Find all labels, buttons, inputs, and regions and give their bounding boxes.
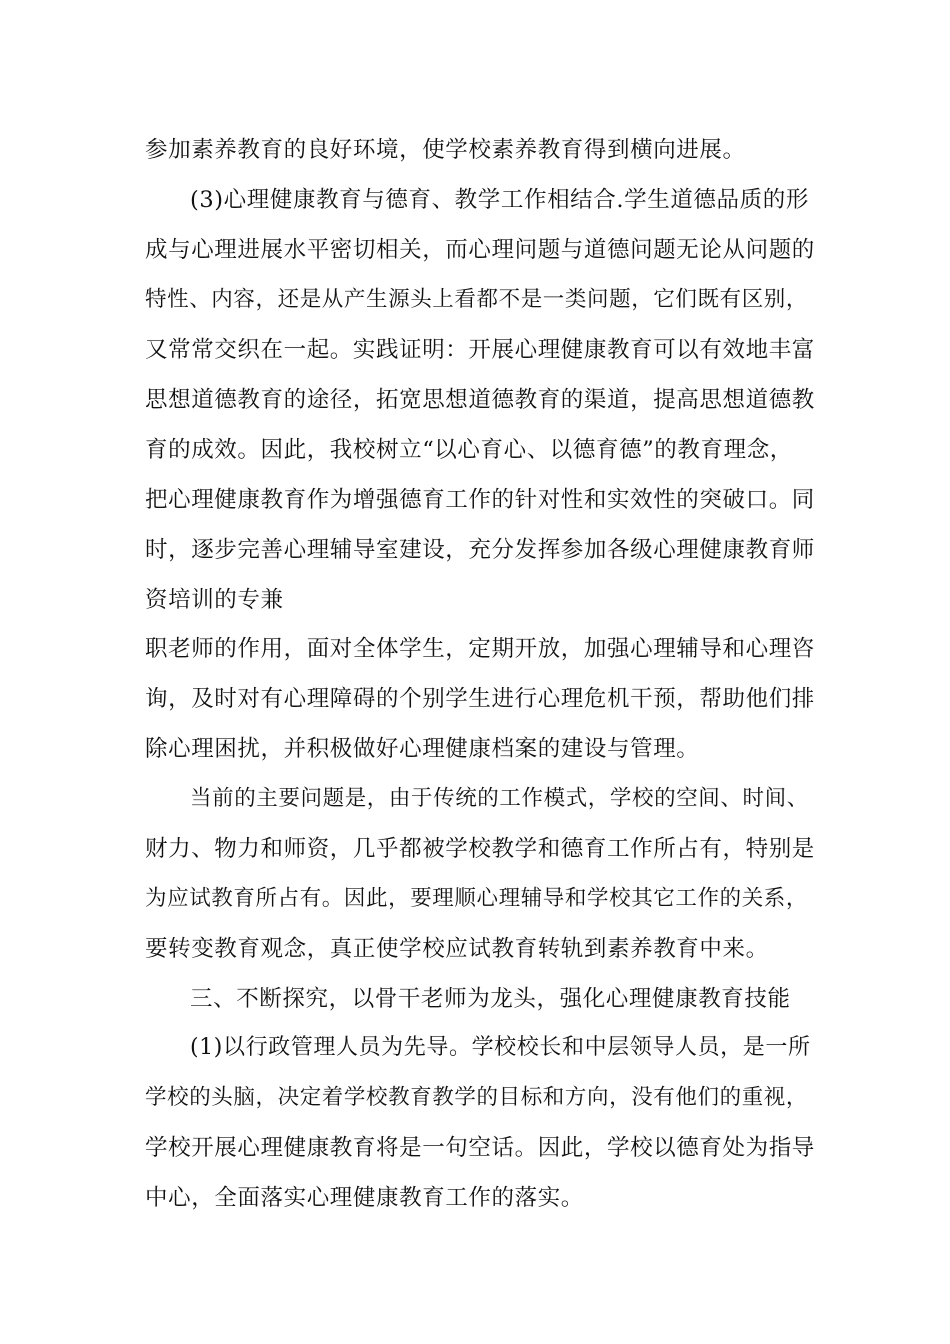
text-line: 又常常交织在一起。实践证明：开展心理健康教育可以有效地丰富 [145, 337, 815, 363]
text-line: 学校开展心理健康教育将是一句空话。因此，学校以德育处为指导 [145, 1135, 815, 1161]
text-line: 财力、物力和师资，几乎都被学校教学和德育工作所占有，特别是 [145, 836, 815, 862]
text-line: 学校的头脑，决定着学校教育教学的目标和方向，没有他们的重视， [145, 1085, 809, 1110]
text-line: (1)以行政管理人员为先导。学校校长和中层领导人员，是一所 [190, 1035, 811, 1060]
text-line: 时，逐步完善心理辅导室建设，充分发挥参加各级心理健康教育师 [145, 537, 815, 563]
section-heading: 三、不断探究，以骨干老师为龙头，强化心理健康教育技能 [190, 986, 791, 1012]
text-line: 参加素养教育的良好环境，使学校素养教育得到横向进展。 [145, 137, 746, 163]
text-line: 特性、内容，还是从产生源头上看都不是一类问题，它们既有区别， [145, 287, 809, 312]
text-line: (3)心理健康教育与德育、教学工作相结合.学生道德品质的形 [190, 187, 809, 213]
text-line: 育的成效。因此，我校树立“以心育心、以德育德”的教育理念， [145, 437, 793, 463]
text-line: 职老师的作用，面对全体学生，定期开放，加强心理辅导和心理咨 [145, 636, 815, 662]
text-line: 成与心理进展水平密切相关，而心理问题与道德问题无论从问题的 [145, 237, 815, 263]
text-line: 为应试教育所占有。因此，要理顺心理辅导和学校其它工作的关系， [145, 886, 809, 911]
text-line: 除心理困扰，并积极做好心理健康档案的建设与管理。 [145, 736, 700, 762]
text-line: 要转变教育观念，真正使学校应试教育转轨到素养教育中来。 [145, 936, 769, 962]
text-line: 询，及时对有心理障碍的个别学生进行心理危机干预，帮助他们排 [145, 686, 815, 712]
text-line: 把心理健康教育作为增强德育工作的针对性和实效性的突破口。同 [145, 487, 815, 513]
text-line: 思想道德教育的途径，拓宽思想道德教育的渠道，提高思想道德教 [145, 387, 815, 413]
text-line: 中心，全面落实心理健康教育工作的落实。 [145, 1185, 584, 1211]
text-line: 当前的主要问题是，由于传统的工作模式，学校的空间、时间、 [190, 786, 809, 811]
text-line: 资培训的专兼 [145, 587, 284, 613]
